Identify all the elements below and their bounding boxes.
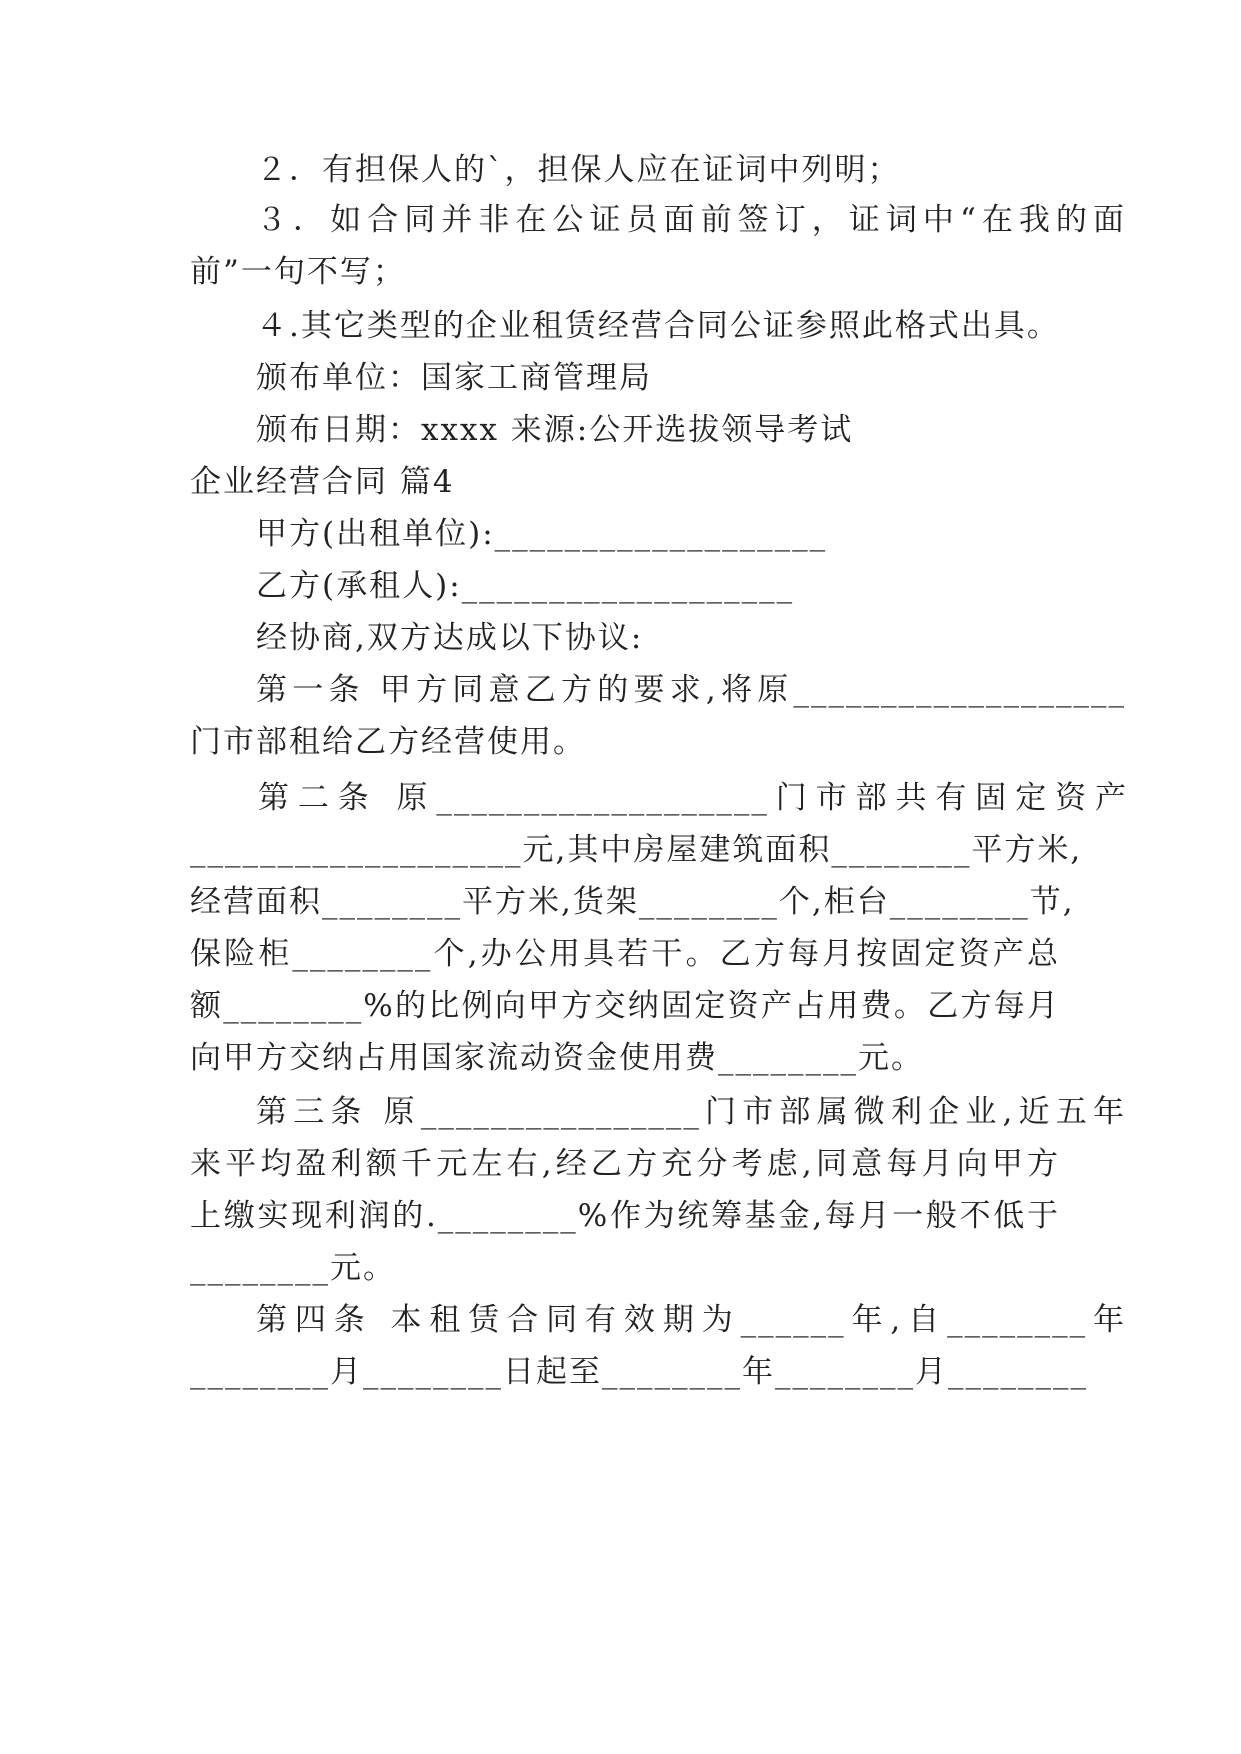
article-2-line-6: 向甲方交纳占用国家流动资金使用费________元。 — [190, 1040, 924, 1076]
article-2: 第二条 原___________________门市部共有固定资产 — [258, 780, 1128, 816]
article-1-continued: 门市部租给乙方经营使用。 — [190, 724, 586, 760]
article-2-line-3: 经营面积________平方米,货架________个,柜台________节, — [190, 884, 1075, 920]
note-item-2: ２．有担保人的`，担保人应在证词中列明； — [256, 152, 901, 188]
article-4: 第四条 本租赁合同有效期为______年,自________年 — [256, 1302, 1126, 1338]
article-3-line-3: 上缴实现利润的.________%作为统筹基金,每月一般不低于 — [190, 1198, 1060, 1234]
issue-date-source: 颁布日期：xxxx 来源:公开选拔领导考试 — [256, 412, 854, 448]
note-item-3: ３．如合同并非在公证员面前签订，证词中“在我的面 — [256, 202, 1126, 238]
note-item-3-continued: 前”一句不写； — [190, 254, 406, 290]
article-3-line-4: ________元。 — [190, 1250, 396, 1286]
section-heading: 企业经营合同 篇4 — [190, 464, 455, 500]
party-a: 甲方(出租单位):___________________ — [256, 516, 828, 552]
agreement-intro: 经协商,双方达成以下协议: — [256, 620, 644, 656]
note-item-4: ４.其它类型的企业租赁经营合同公证参照此格式出具。 — [256, 308, 1060, 344]
article-3-line-2: 来平均盈利额千元左右,经乙方充分考虑,同意每月向甲方 — [190, 1146, 1060, 1182]
article-3: 第三条 原________________门市部属微利企业,近五年 — [256, 1094, 1126, 1130]
article-2-line-4: 保险柜________个,办公用具若干。乙方每月按固定资产总 — [190, 936, 1060, 972]
article-2-line-5: 额________%的比例向甲方交纳固定资产占用费。乙方每月 — [190, 988, 1060, 1024]
article-4-line-2: ________月________日起至________年________月________ — [190, 1354, 1088, 1390]
party-b: 乙方(承租人):___________________ — [256, 568, 795, 604]
article-1: 第一条 甲方同意乙方的要求,将原___________________ — [256, 672, 1126, 708]
article-2-line-2: ___________________元,其中房屋建筑面积________平方米, — [190, 832, 1083, 868]
issuing-unit: 颁布单位：国家工商管理局 — [256, 360, 652, 396]
